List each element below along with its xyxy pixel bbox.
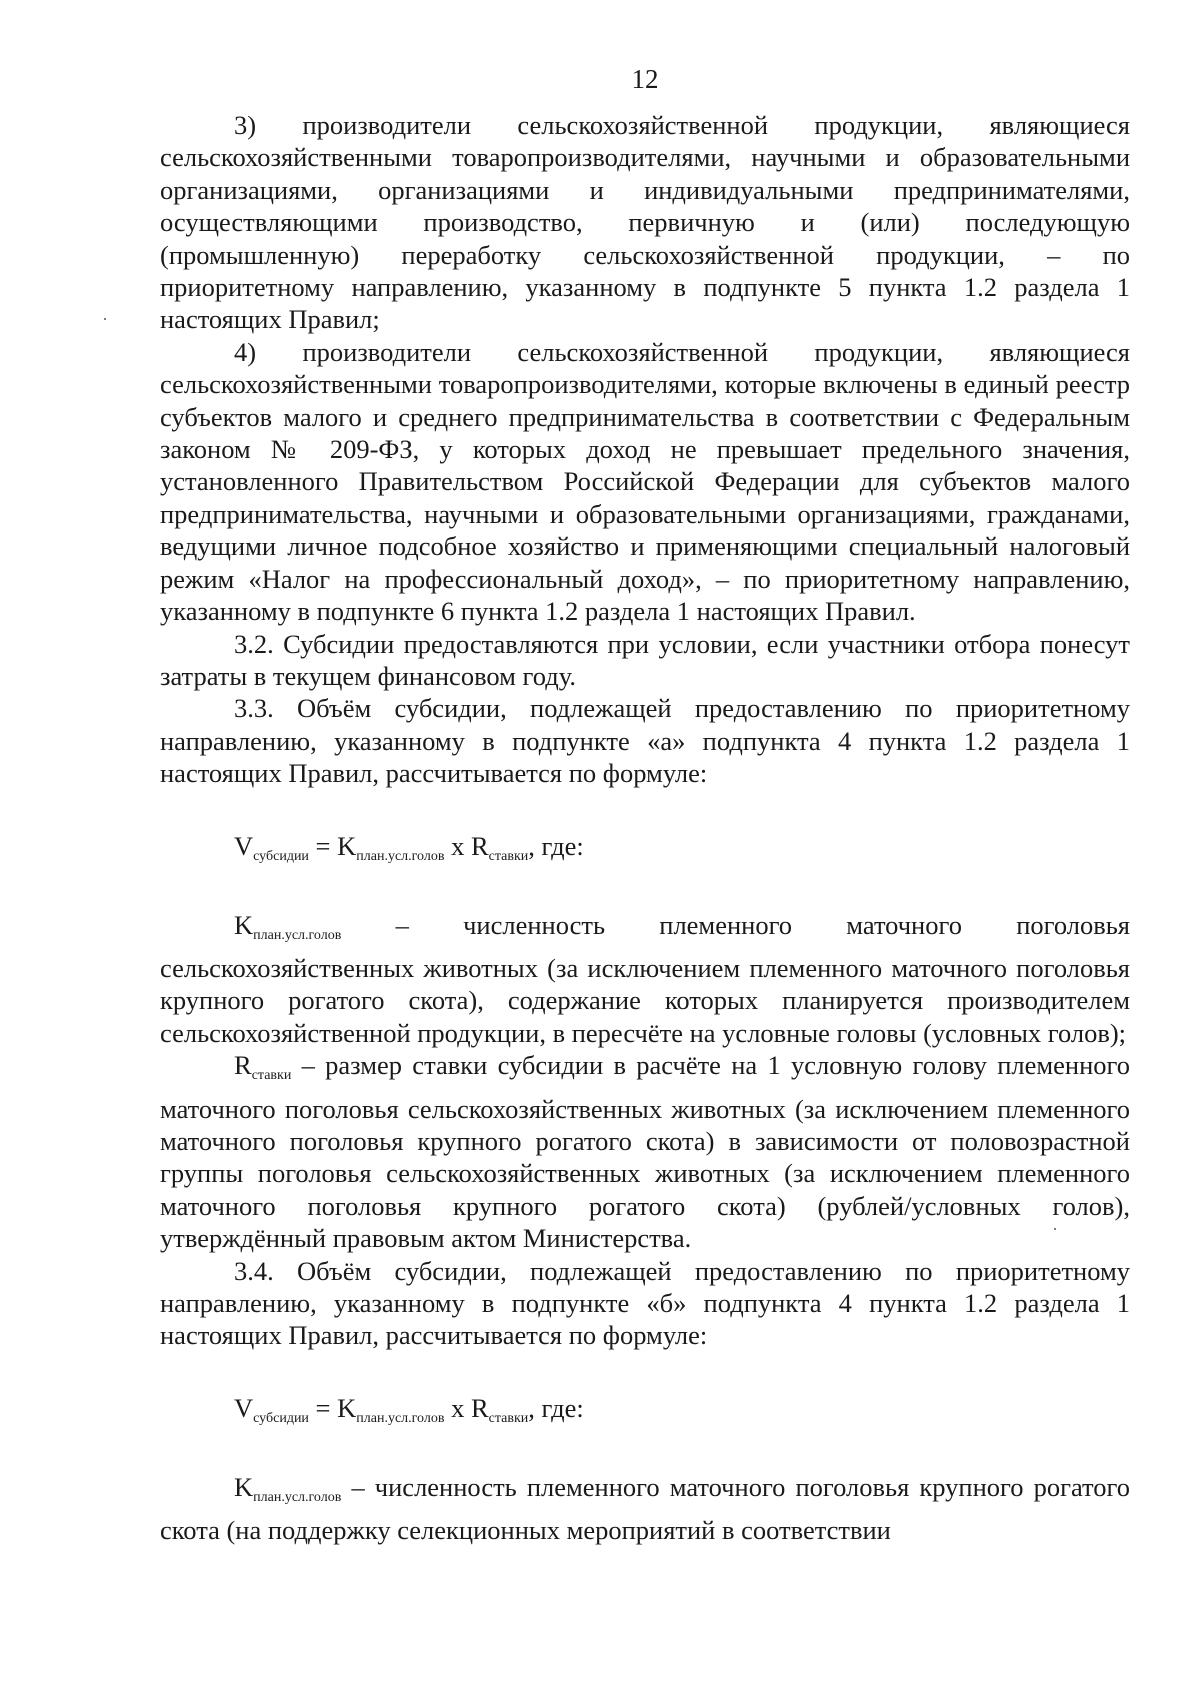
scan-speck <box>104 318 106 320</box>
spacer <box>160 790 1130 830</box>
page-number: 12 <box>631 64 659 94</box>
paragraph-item-3: 3) производители сельскохозяйственной продукции, являющиеся сельскохозяйственными товаропроизводителями, научными и образовательными организациями, организациями и индивидуальными предпринимателями, осуществляющими производство, первичную и (или) последующую (промышленную) переработку сельскохозяйственной продукции, – по приоритетному направлению, указанному в подпункте 5 пункта 1.2 раздела 1 настоящих Правил; <box>160 110 1130 335</box>
def-r-subscript: ставки <box>251 1068 292 1084</box>
definition-k-a <box>160 909 1130 1050</box>
def-k-subscript: план.усл.голов <box>253 927 342 943</box>
formula-k-subscript: план.усл.голов <box>356 1410 445 1426</box>
def-r-text: – размер ставки субсидии в расчёте на 1 условную голову племенного маточного поголовья сельскохозяйственных животных (за исключением племенного маточного поголовья крупного рогатого скота) в зависимости от половозрастной группы поголовья сельскохозяйственных животных (за исключением племенного маточного поголовья крупного рогатого скота) (рублей/условных голов), утверждённый правовым актом Министерства. <box>160 1050 1130 1254</box>
formula-r-subscript: ставки <box>488 848 529 864</box>
formula-eq-k: = K <box>308 830 357 861</box>
definition-k-b <box>160 1471 1130 1547</box>
formula-v: V <box>234 1392 254 1423</box>
formula-x-r: x R <box>444 830 489 861</box>
formula-v: V <box>234 830 254 861</box>
formula-v-subscript: субсидии <box>253 1410 309 1426</box>
formula-tail: , где: <box>528 830 584 861</box>
def-r-symbol: R <box>234 1050 252 1081</box>
formula-subsidy-a <box>160 830 1130 873</box>
formula-tail: , где: <box>528 1392 584 1423</box>
formula-x-r: x R <box>444 1392 489 1423</box>
formula-eq-k: = K <box>308 1392 357 1423</box>
def-k-symbol: K <box>234 909 254 940</box>
spacer <box>160 873 1130 909</box>
paragraph-3-2: 3.2. Субсидии предоставляются при условии, если участники отбора понесут затраты в текущем финансовом году. <box>160 628 1130 691</box>
formula-k-subscript: план.усл.голов <box>356 848 445 864</box>
scan-speck <box>1054 1228 1056 1230</box>
def-k-subscript: план.усл.голов <box>253 1489 342 1505</box>
paragraph-3-3: 3.3. Объём субсидии, подлежащей предоставлению по приоритетному направлению, указанному в подпункте «а» подпункта 4 пункта 1.2 раздела 1 настоящих Правил, рассчитывается по формуле: <box>160 693 1130 789</box>
def-k-text: – численность племенного маточного поголовья крупного рогатого скота (на поддержку селекционных мероприятий в соответствии <box>160 1471 1130 1546</box>
spacer <box>160 1435 1130 1471</box>
def-k-text: – численность племенного маточного поголовья сельскохозяйственных животных (за исключением племенного маточного поголовья крупного рогатого скота), содержание которых планируется производителем сельскохозяйственной продукции, в пересчёте на условные головы (условных голов); <box>160 909 1130 1048</box>
spacer <box>160 1352 1130 1392</box>
formula-v-subscript: субсидии <box>253 848 309 864</box>
definition-r-a <box>160 1049 1130 1254</box>
paragraph-item-4: 4) производители сельскохозяйственной продукции, являющиеся сельскохозяйственными товаропроизводителями, которые включены в единый реестр субъектов малого и среднего предпринимательства в соответствии с Федеральным законом № 209-ФЗ, у которых доход не превышает предельного значения, установленного Правительством Российской Федерации для субъектов малого предпринимательства, научными и образовательными организациями, гражданами, ведущими личное подсобное хозяйство и применяющими специальный налоговый режим «Налог на профессиональный доход», – по приоритетному направлению, указанному в подпункте 6 пункта 1.2 раздела 1 настоящих Правил. <box>160 336 1130 627</box>
formula-r-subscript: ставки <box>488 1410 529 1426</box>
paragraph-3-4: 3.4. Объём субсидии, подлежащей предоставлению по приоритетному направлению, указанному в подпункте «б» подпункта 4 пункта 1.2 раздела 1 настоящих Правил, рассчитывается по формуле: <box>160 1255 1130 1351</box>
formula-subsidy-b <box>160 1392 1130 1435</box>
def-k-symbol: K <box>234 1471 254 1502</box>
